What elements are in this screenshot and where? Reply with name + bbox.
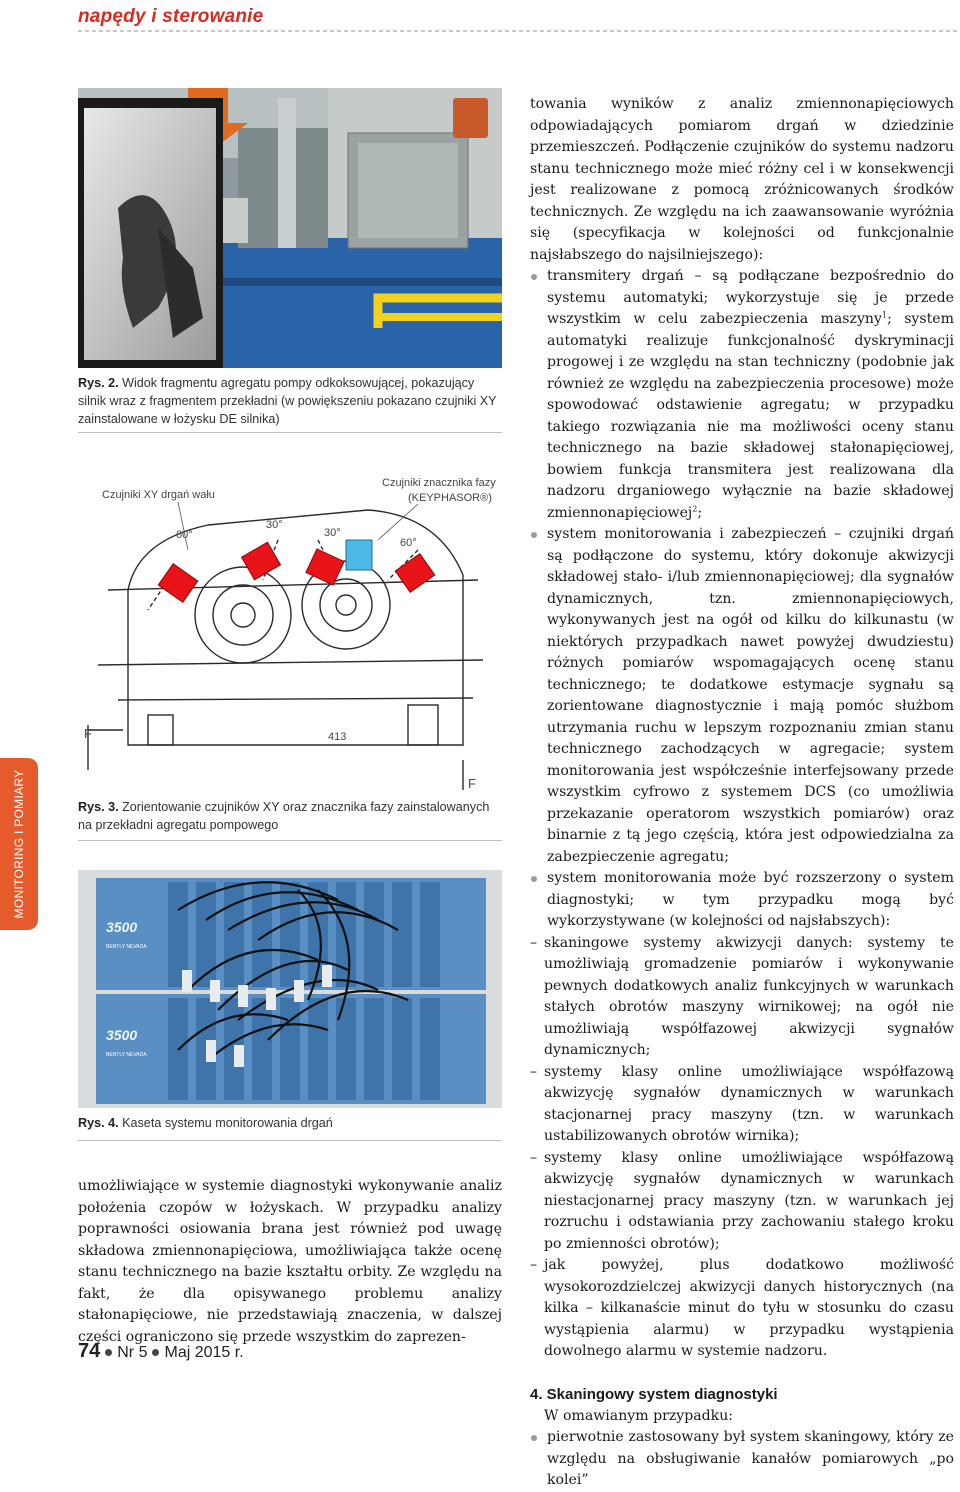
- right-column: [530, 94, 954, 1492]
- page-footer: [78, 1340, 244, 1363]
- fig3-annot-right-2: (KEYPHASOR®): [408, 492, 492, 504]
- fig3-annot-left: Czujniki XY drgań wału: [102, 489, 215, 501]
- section-lead: W omawianym przypadku:: [544, 1407, 734, 1424]
- figure-2-photo: [78, 88, 502, 368]
- fig4-brand-top: BENTLY NEVADA: [106, 944, 147, 950]
- figure-3-label: Rys. 3.: [78, 800, 119, 814]
- fig4-brand-bottom: BENTLY NEVADA: [106, 1052, 147, 1058]
- fig3-angle-30-left: 30°: [266, 519, 283, 531]
- figure-2-label: Rys. 2.: [78, 376, 119, 390]
- list-item: system monitorowania i zabezpieczeń – czujniki drgań są podłączone do systemu, który dokonuje akwizycji składowej stało- i/lub zmiennonapięciowej; dla sygnałów dynamicznych, tzn. zmiennonapięciowych, wykonywanych jest na ogół od kilku do kilkunastu (w niektórych przypadkach nawet powyżej dwudziestu) różnych pomiarów wspomagających ocenę stanu technicznego; te dodatkowe estymacje sygnału są zorientowane diagnostycznie i mają pomóc służbom utrzymania ruchu w lepszym rozpoznaniu zmian stanu technicznego zachodzących w agregacie; system monitorowania jest współcześnie interfejsowany przede wszystkim cyfrowo z systemem DCS (co umożliwia przekazanie operatorom wszystkich pomiarów) oraz binarnie z tą jego częścią, która jest odpowiedzialna za zabezpieczenie agregatu;: [530, 524, 954, 868]
- footer-dot-icon: [152, 1349, 159, 1356]
- footnote-ref-2: 2: [692, 503, 698, 513]
- figure-2-rule: [78, 432, 502, 433]
- left-paragraph: umożliwiające w systemie diagnostyki wykonywanie analiz położenia czopów w łożyskach. W przypadku analizy poprawności osiowania brana jest również pod uwagę składowa zmiennonapięciowa, umożliwiająca także ocenę stanu technicznego na bazie kształtu orbity. Ze względu na fakt, że dla opisywanego problemu analizy stałonapięciowe, nie przedstawiają znaczenia, w dalszej części ograniczono się przede wszystkim do zaprezen-: [78, 1178, 502, 1345]
- header-rule: [78, 30, 960, 32]
- issue-date: Maj 2015 r.: [164, 1344, 244, 1361]
- bullet-1-part-a: transmitery drgań – są podłączane bezpośrednio do systemu automatyki; wykorzystuje się je przede wszystkim w celu zabezpieczenia maszyny: [547, 268, 954, 327]
- figure-3-drawing: [78, 470, 502, 790]
- page-number: 74: [78, 1340, 101, 1362]
- fig4-rack-label-bottom: 3500: [106, 1027, 138, 1043]
- fig3-mark-f-right: F: [468, 776, 476, 790]
- figure-3-rule: [78, 840, 502, 841]
- fig3-annot-right-1: Czujniki znacznika fazy: [382, 477, 496, 489]
- list-item: – jak powyżej, plus dodatkowo możliwość wysokorozdzielczej akwizycji danych historycznych (na kilka – kilkanaście minut do tyłu w stosunku do czasu wystąpienia alarmu) w przypadku wystąpienia dowolnego alarmu w systemie nadzoru.: [530, 1255, 954, 1363]
- list-item: – skaningowe systemy akwizycji danych: systemy te umożliwiają gromadzenie pomiarów i wykonywanie pewnych dodatkowych analiz funkcyjnych w warunkach stałych obrotów maszyny wirnikowej; na ogół nie umożliwiają współfazowej akwizycji sygnałów dynamicznych;: [530, 933, 954, 1062]
- issue-number: Nr 5: [117, 1344, 148, 1361]
- fig3-mark-413: 413: [328, 731, 347, 743]
- figure-3-caption-text: Zorientowanie czujników XY oraz znacznika fazy zainstalowanych na przekładni agregatu pompowego: [78, 800, 490, 832]
- fig3-angle-30-right: 30°: [324, 527, 341, 539]
- figure-3-caption: [78, 798, 502, 834]
- figure-2-caption-text: Widok fragmentu agregatu pompy odkoksowującej, pokazujący silnik wraz z fragmentem przekładni (w powiększeniu pokazano czujniki XY zainstalowane w łożysku DE silnika): [78, 376, 497, 426]
- list-item: [530, 266, 954, 524]
- bullet-1-part-b: ; system automatyki realizuje funkcjonalność dyskryminacji progowej i ze względu na stan techniczny (podobnie jak również ze względu na zabezpieczenia procesowe) może spowodować odstawienie agregatu; w przypadku takiego rozwiązania nie ma możliwości oceny stanu technicznego na bazie składowej stałonapięciowej, bowiem funkcja transmitera jest realizowana dla nadzoru drganiowego wyłącznie na bazie składowej zmiennonapięciowej: [547, 311, 954, 521]
- list-item: pierwotnie zastosowany był system skaningowy, który ze względu na obsługiwanie kanałów pomiarowych „po kolei”: [530, 1427, 954, 1492]
- fig4-rack-label-top: 3500: [106, 919, 138, 935]
- section-header: napędy i sterowanie: [78, 6, 264, 27]
- figure-4-rule: [78, 1140, 502, 1141]
- side-tab-label: MONITORING I POMIARY: [12, 769, 26, 919]
- footnote-ref-1: 1: [881, 310, 888, 320]
- footer-dot-icon: [105, 1349, 112, 1356]
- fig3-angle-60-left: 60°: [176, 529, 193, 541]
- bullet-1-part-c: ;: [697, 504, 703, 521]
- figure-4-caption: [78, 1114, 502, 1132]
- second-bullet-list: [530, 1427, 954, 1492]
- figure-4-caption-text: Kaseta systemu monitorowania drgań: [122, 1116, 333, 1130]
- main-bullet-list: [530, 266, 954, 1363]
- sub-dash-list: [530, 933, 954, 1363]
- figure-4-photo: [78, 870, 502, 1108]
- list-item: – systemy klasy online umożliwiające współfazową akwizycję sygnałów dynamicznych w warunkach niestacjonarnej pracy maszyny (tzn. w warunkach jej rozruchu i odstawiania przy zachowaniu stałego kroku po zmienności obrotów);: [530, 1148, 954, 1256]
- figure-2-caption: [78, 374, 502, 428]
- fig3-mark-f-left: F: [84, 726, 92, 741]
- fig3-angle-60-right: 60°: [400, 537, 417, 549]
- left-column-text: [78, 1176, 502, 1348]
- list-item: [530, 868, 954, 1363]
- section-heading: 4. Skaningowy system diagnostyki: [530, 1385, 778, 1403]
- side-tab: [0, 758, 38, 930]
- figure-4-label: Rys. 4.: [78, 1116, 119, 1130]
- bullet-3-text: system monitorowania może być rozszerzony o system diagnostyki; w tym przypadku mogą być wykorzystywane (w kolejności od najsłabszych):: [547, 870, 954, 929]
- right-intro: towania wyników z analiz zmiennonapięciowych odpowiadających pomiarom drgań w dziedzinie przemieszczeń. Podłączenie czujników do systemu nadzoru stanu technicznego może mieć różny cel i w konsekwencji jest realizowane z pomocą zróżnicowanych środków technicznych. Ze względu na ich zaawansowanie wyróżnia się (specyfikacja w kolejności od funkcjonalnie najsłabszego do najsilniejszego):: [530, 96, 954, 263]
- list-item: – systemy klasy online umożliwiające współfazową akwizycję sygnałów dynamicznych w warunkach stacjonarnej pracy maszyny (tzn. w warunkach ustabilizowanych obrotów wirnika);: [530, 1062, 954, 1148]
